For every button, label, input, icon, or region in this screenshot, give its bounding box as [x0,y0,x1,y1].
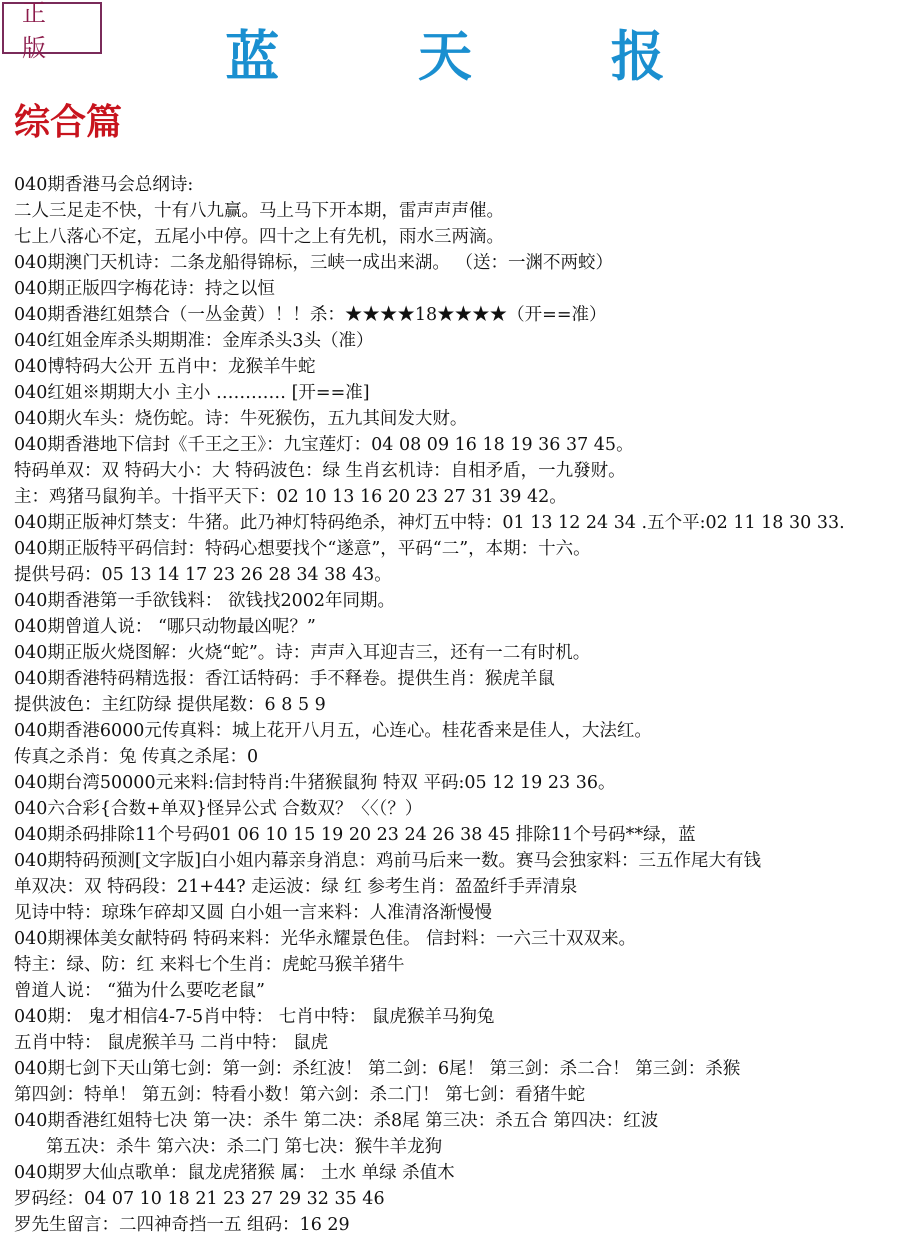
text-line: 040期： 鬼才相信4-7-5肖中特： 七肖中特： 鼠虎猴羊马狗兔 [14,1007,495,1027]
text-line: 传真之杀肖：兔 传真之杀尾：0 [14,747,259,767]
text-line: 040红姐※期期大小 主小 ………… [开==准] [14,383,370,403]
text-line: 040期杀码排除11个号码01 06 10 15 19 20 23 24 26 38 45 排除11个号码**绿，蓝 [14,825,696,845]
text-line: 040期正版四字梅花诗：持之以恒 [14,279,275,299]
text-line: 特码单双：双 特码大小：大 特码波色：绿 生肖玄机诗：自相矛盾，一九發财。 [14,461,626,481]
text-line: 040博特码大公开 五肖中：龙猴羊牛蛇 [14,357,316,377]
text-line: 040期罗大仙点歌单：鼠龙虎猪猴 属： 土水 单绿 杀值木 [14,1163,455,1183]
text-line: 第五决：杀牛 第六决：杀二门 第七决：猴牛羊龙狗 [46,1137,443,1157]
text-line: 提供号码：05 13 14 17 23 26 28 34 38 43。 [14,565,392,585]
text-line: 040六合彩{合数+单双}怪异公式 合数双？〈〈（？） [14,799,423,819]
text-line: 二人三足走不快，十有八九赢。马上马下开本期，雷声声声催。 [14,201,504,221]
section-heading: 综合篇 [14,101,123,143]
text-line: 曾道人说： “猫为什么要吃老鼠” [14,981,265,1001]
newspaper-title: 蓝 天 报 [225,24,725,88]
text-line: 040期香港第一手欲钱料： 欲钱找2002年同期。 [14,591,395,611]
text-line: 040期澳门天机诗：二条龙船得锦标，三峡一成出来湖。 （送：一渊不两蛟） [14,253,613,273]
text-line: 单双决：双 特码段：21+44? 走运波：绿 红 参考生肖：盈盈纤手弄清泉 [14,877,578,897]
text-line: 040红姐金库杀头期期准：金库杀头3头（准） [14,331,374,351]
text-line: 主：鸡猪马鼠狗羊。十指平天下：02 10 13 16 20 23 27 31 39 42。 [14,487,567,507]
text-line: 罗先生留言：二四神奇挡一五 组码：16 29 [14,1215,350,1235]
text-line: 特主：绿、防：红 来料七个生肖：虎蛇马猴羊猪牛 [14,955,405,975]
text-line: 040期火车头：烧伤蛇。诗：牛死猴伤，五九其间发大财。 [14,409,468,429]
text-line: 040期香港6000元传真料：城上花开八月五，心连心。桂花香来是佳人，大法红。 [14,721,652,741]
text-line: 五肖中特： 鼠虎猴羊马 二肖中特： 鼠虎 [14,1033,329,1053]
text-line: 040期香港红姐禁合（一丛金黄）！！杀：★★★★18★★★★（开==准） [14,305,607,325]
content-body [14,172,900,1238]
text-line: 040期香港特码精选报：香江话特码：手不释卷。提供生肖：猴虎羊鼠 [14,669,555,689]
text-line: 040期七剑下天山第七剑：第一剑：杀红波！ 第二剑：6尾！ 第三剑：杀二合！ 第三剑：杀猴 [14,1059,741,1079]
text-line: 提供波色：主红防绿 提供尾数：6 8 5 9 [14,695,326,715]
text-line: 040期正版火烧图解：火烧“蛇”。诗：声声入耳迎吉三，还有一二有时机。 [14,643,591,663]
text-line: 第四剑：特单！ 第五剑：特看小数！第六剑：杀二门！ 第七剑：看猪牛蛇 [14,1085,586,1105]
text-line: 040期正版神灯禁支：牛猪。此乃神灯特码绝杀，神灯五中特：01 13 12 24 34 .五个平:02 11 18 30 33. [14,513,845,533]
text-line: 罗码经：04 07 10 18 21 23 27 29 32 35 46 [14,1189,385,1209]
edition-badge: 正 版 [2,2,102,54]
text-line: 040期香港红姐特七决 第一决：杀牛 第二决：杀8尾 第三决：杀五合 第四决：红波 [14,1111,659,1131]
text-line: 040期香港地下信封《千王之王》：九宝莲灯：04 08 09 16 18 19 36 37 45。 [14,435,634,455]
text-line: 040期裸体美女献特码 特码来料：光华永耀景色佳。 信封料：一六三十双双来。 [14,929,637,949]
text-line: 040期特码预测[文字版]白小姐内幕亲身消息：鸡前马后来一数。赛马会独家料：三五作尾大有钱 [14,851,762,871]
text-line: 040期曾道人说： “哪只动物最凶呢？” [14,617,316,637]
text-line: 七上八落心不定，五尾小中停。四十之上有先机，雨水三两滴。 [14,227,504,247]
text-line: 040期台湾50000元来料:信封特肖:牛猪猴鼠狗 特双 平码:05 12 19 23 36。 [14,773,616,793]
text-line: 见诗中特：琼珠乍碎却又圆 白小姐一言来料：人准清洛渐慢慢 [14,903,493,923]
text-line: 040期正版特平码信封：特码心想要找个“遂意”，平码“二”，本期：十六。 [14,539,591,559]
text-line: 040期香港马会总纲诗: [14,175,194,195]
